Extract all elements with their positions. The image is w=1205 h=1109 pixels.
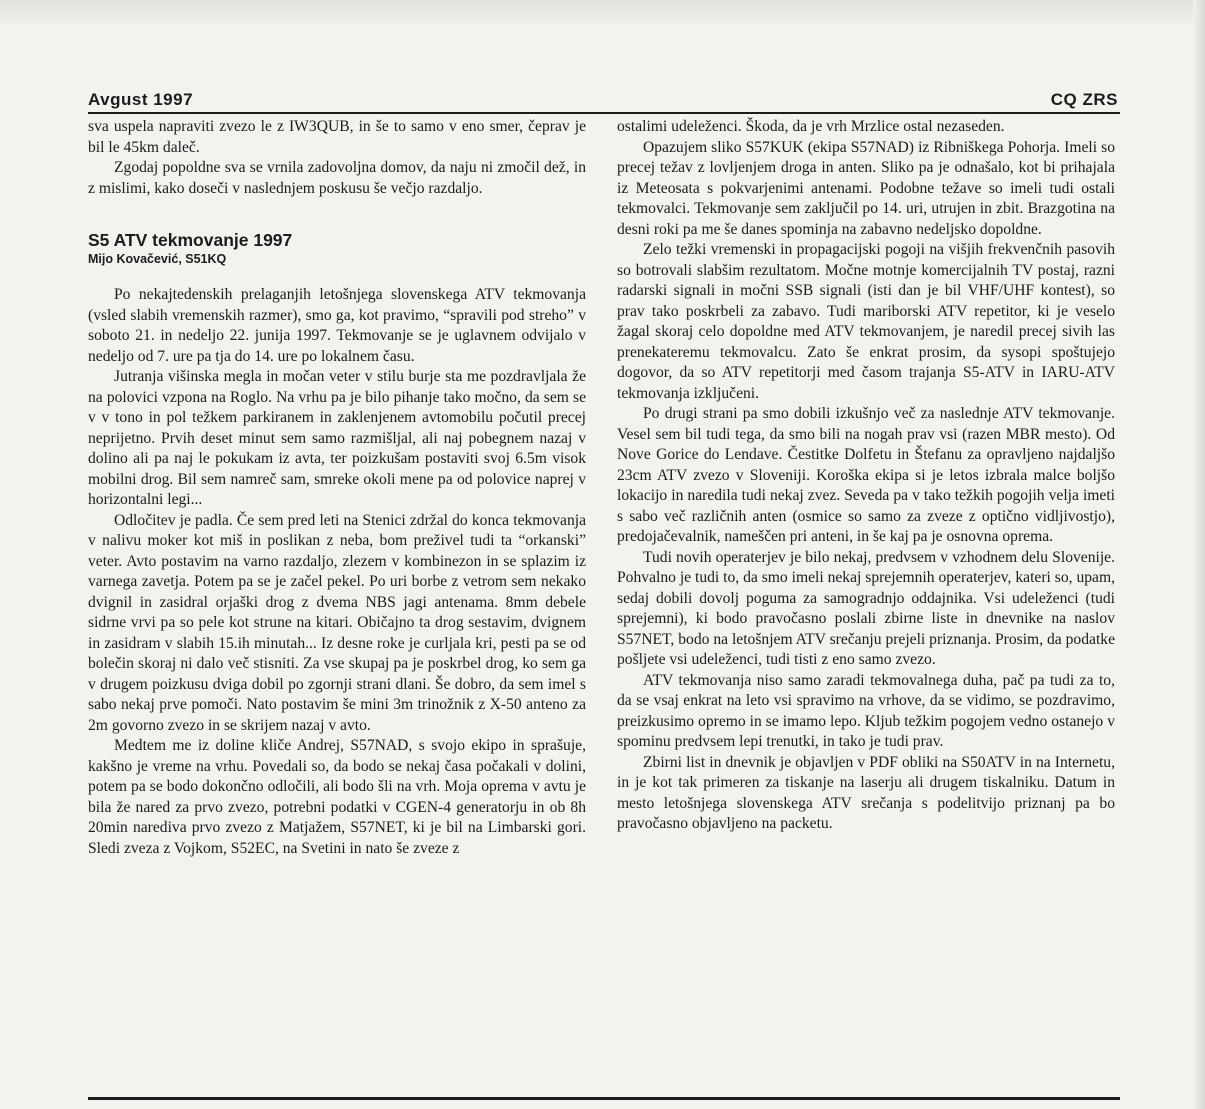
scan-edge-top: [0, 0, 1205, 28]
paragraph: Po nekajtedenskih prelaganjih letošnjega slovenskega ATV tekmovanja (vsled slabih vremenskih razmer), smo ga, kot pravimo, “spravili pod streho” v soboto 21. in nedeljo 22. junija 1997. Tekmovanje se je uglavnem odvijalo v nedeljo od 7. ure pa tja do 14. ure po lokalnem času.: [88, 286, 586, 365]
paragraph: Zelo težki vremenski in propagacijski pogoji na višjih frekvenčnih pasovih so botrovali slabšim rezultatom. Močne motnje komercijalnih TV postaj, razni radarski signali in močni SSB signali (isti dan je bil VHF/UHF kontest), so prav tako poskrbeli za zabavo. Tudi mariborski ATV repetitor, ki je veselo žagal skoraj celo dopoldne med ATV tekmovanjem, je naredil precej sivih las prenekateremu tekmovalcu. Zato še enkrat prosim, da sysopi spoštujejo dogovor, da so ATV repetitorji med časom trajanja S5-ATV in IARU-ATV tekmovanja izključeni.: [617, 241, 1115, 402]
paragraph: Opazujem sliko S57KUK (ekipa S57NAD) iz Ribniškega Pohorja. Imeli so precej težav z lovljenjem droga in anten. Sliko pa je odnašalo, kot bi prihajala iz Meteosata s pokvarjenimi antenami. Podobne težave so imeli tudi ostali tekmovalci. Tekmovanje sem zaključil po 14. uri, utrujen in zbit. Brazgotina na desni roki pa me še danes spominja na zabavno nedeljsko dopoldne.: [617, 138, 1115, 238]
paragraph: Po drugi strani pa smo dobili izkušnjo več za naslednje ATV tekmovanje. Vesel sem bil tudi tega, da smo bili na nogah prav vsi (razen MBR mesto). Od Nove Gorice do Lendave. Čestitke Dolfetu in Štefanu za opravljeno najdaljšo 23cm ATV zvezo v Sloveniji. Koroška ekipa si je letos izbrala malce boljšo lokacijo in naredila tudi nekaj zvez. Seveda pa v tako težkih pogojih velja imeti s sabo več različnih anten (osmice so samo za zveze z optično vidljivostjo), predojačevalnik, nameščen pri anteni, in še kaj pa je osnovna oprema.: [617, 405, 1115, 545]
paragraph: Medtem me iz doline kliče Andrej, S57NAD, s svojo ekipo in sprašuje, kakšno je vreme na vrhu. Povedali so, da bodo se nekaj časa počakali v dolini, potem pa se bodo dokončno odločili, ali bodo šli na vrh. Moja oprema v avtu je bila že nared za prvo zvezo, potrebni podatki v CGEN-4 generatorju in ob 8h 20min narediva prvo zvezo z Matjažem, S57NET, ki je bil na Limbarski gori. Sledi zveza z Vojkom, S52EC, na Svetini in nato še zveze z: [88, 737, 586, 857]
article-title: S5 ATV tekmovanje 1997: [88, 230, 293, 250]
continued-paragraph: ostalimi udeleženci. Škoda, da je vrh Mrzlice ostal nezaseden.: [617, 118, 1005, 135]
scan-edge-right: [1193, 0, 1205, 1109]
left-column: [88, 117, 586, 859]
footer-rule: [88, 1097, 1120, 1100]
magazine-name: CQ ZRS: [1050, 90, 1118, 109]
paragraph: ATV tekmovanja niso samo zaradi tekmovalnega duha, pač pa tudi za to, da se vsaj enkrat na leto vsi spravimo na vrhove, da se vidimo, se pozdravimo, preizkusimo opremo in se imamo lepo. Kljub težkim pogojem vedno ostanejo v spominu predvsem lepi trenutki, in tako je tudi prav.: [617, 671, 1115, 750]
paragraph: Jutranja višinska megla in močan veter v stilu burje sta me pozdravljala že na polovici vzpona na Roglo. Na vrhu pa je bilo pihanje tako močno, da sem se v v tono in pol težkem parkiranem in zaklenjenem avtomobilu počutil precej neprijetno. Prvih deset minut sem samo razmišljal, ali naj pobegnem nazaj v dolino ali pa naj le pokukam iz avta, ter poizkušam postaviti svoj 6.5m visok mobilni drog. Bil sem namreč sam, smreke okoli mene pa od polovice naprej v horizontalni legi...: [88, 368, 586, 508]
continued-paragraph: sva uspela napraviti zvezo le z IW3QUB, in še to samo v eno smer, čeprav je bil le 45km daleč.: [88, 118, 586, 156]
paragraph: Odločitev je padla. Če sem pred leti na Stenici zdržal do konca tekmovanja v nalivu moker kot miš in poslikan z neba, bom preživel tudi ta “orkanski” veter. Avto postavim na varno razdaljo, zlezem v kombinezon in se splazim iz varnega zavetja. Potem pa se je začel pekel. Po uri borbe z vetrom sem nekako dvignil in zasidral orjaški drog z dvema NBS jagi antenama. 8mm debele sidrne vrvi pa so pele kot strune na kitari. Običajno ta drog sestavim, dvignem in zasidram v slabih 15.ih minutah... Iz desne roke je curljala kri, pesti pa se od bolečin skoraj ni dalo več stisniti. Za vse skupaj pa je poskrbel drog, ko sem ga v drugem poizkusu dviga dobil po zgornji strani dlani. Še dobro, da sem imel s sabo nekaj prve pomoči. Nato postavim še mini 3m trinožnik z X-50 anteno za 2m govorno zvezo in se skrijem nazaj v avto.: [88, 511, 586, 734]
article-author: Mijo Kovačević, S51KQ: [88, 252, 227, 266]
paragraph: Zbirni list in dnevnik je objavljen v PDF obliki na S50ATV in na Internetu, in je kot tak primeren za tiskanje na laserju ali drugem tiskalniku. Datum in mesto letošnjega slovenskega ATV srečanja s podelitvijo priznanj pa bo pravočasno objavljeno na packetu.: [617, 753, 1115, 832]
right-column: [617, 117, 1115, 835]
paragraph: Zgodaj popoldne sva se vrnila zadovoljna domov, da naju ni zmočil dež, in z mislimi, kako doseči v naslednjem poskusu še večjo razdaljo.: [88, 159, 586, 197]
running-head: [88, 90, 1118, 112]
issue-date: Avgust 1997: [88, 90, 194, 109]
paragraph: Tudi novih operaterjev je bilo nekaj, predvsem v vzhodnem delu Slovenije. Pohvalno je tudi to, da smo imeli nekaj sprejemnih operaterjev, kateri so, upam, sedaj dobili dovolj poguma za samogradnjo oddajnika. Vsi udeleženci (tudi sprejemni), ki bodo pravočasno poslali zbirne liste in dnevnike na naslov S57NET, bodo na letošnjem ATV srečanju prejeli priznanja. Prosim, da podatke pošljete vsi udeleženci, tudi tisti z eno samo zvezo.: [617, 548, 1115, 668]
header-rule: [88, 112, 1120, 114]
